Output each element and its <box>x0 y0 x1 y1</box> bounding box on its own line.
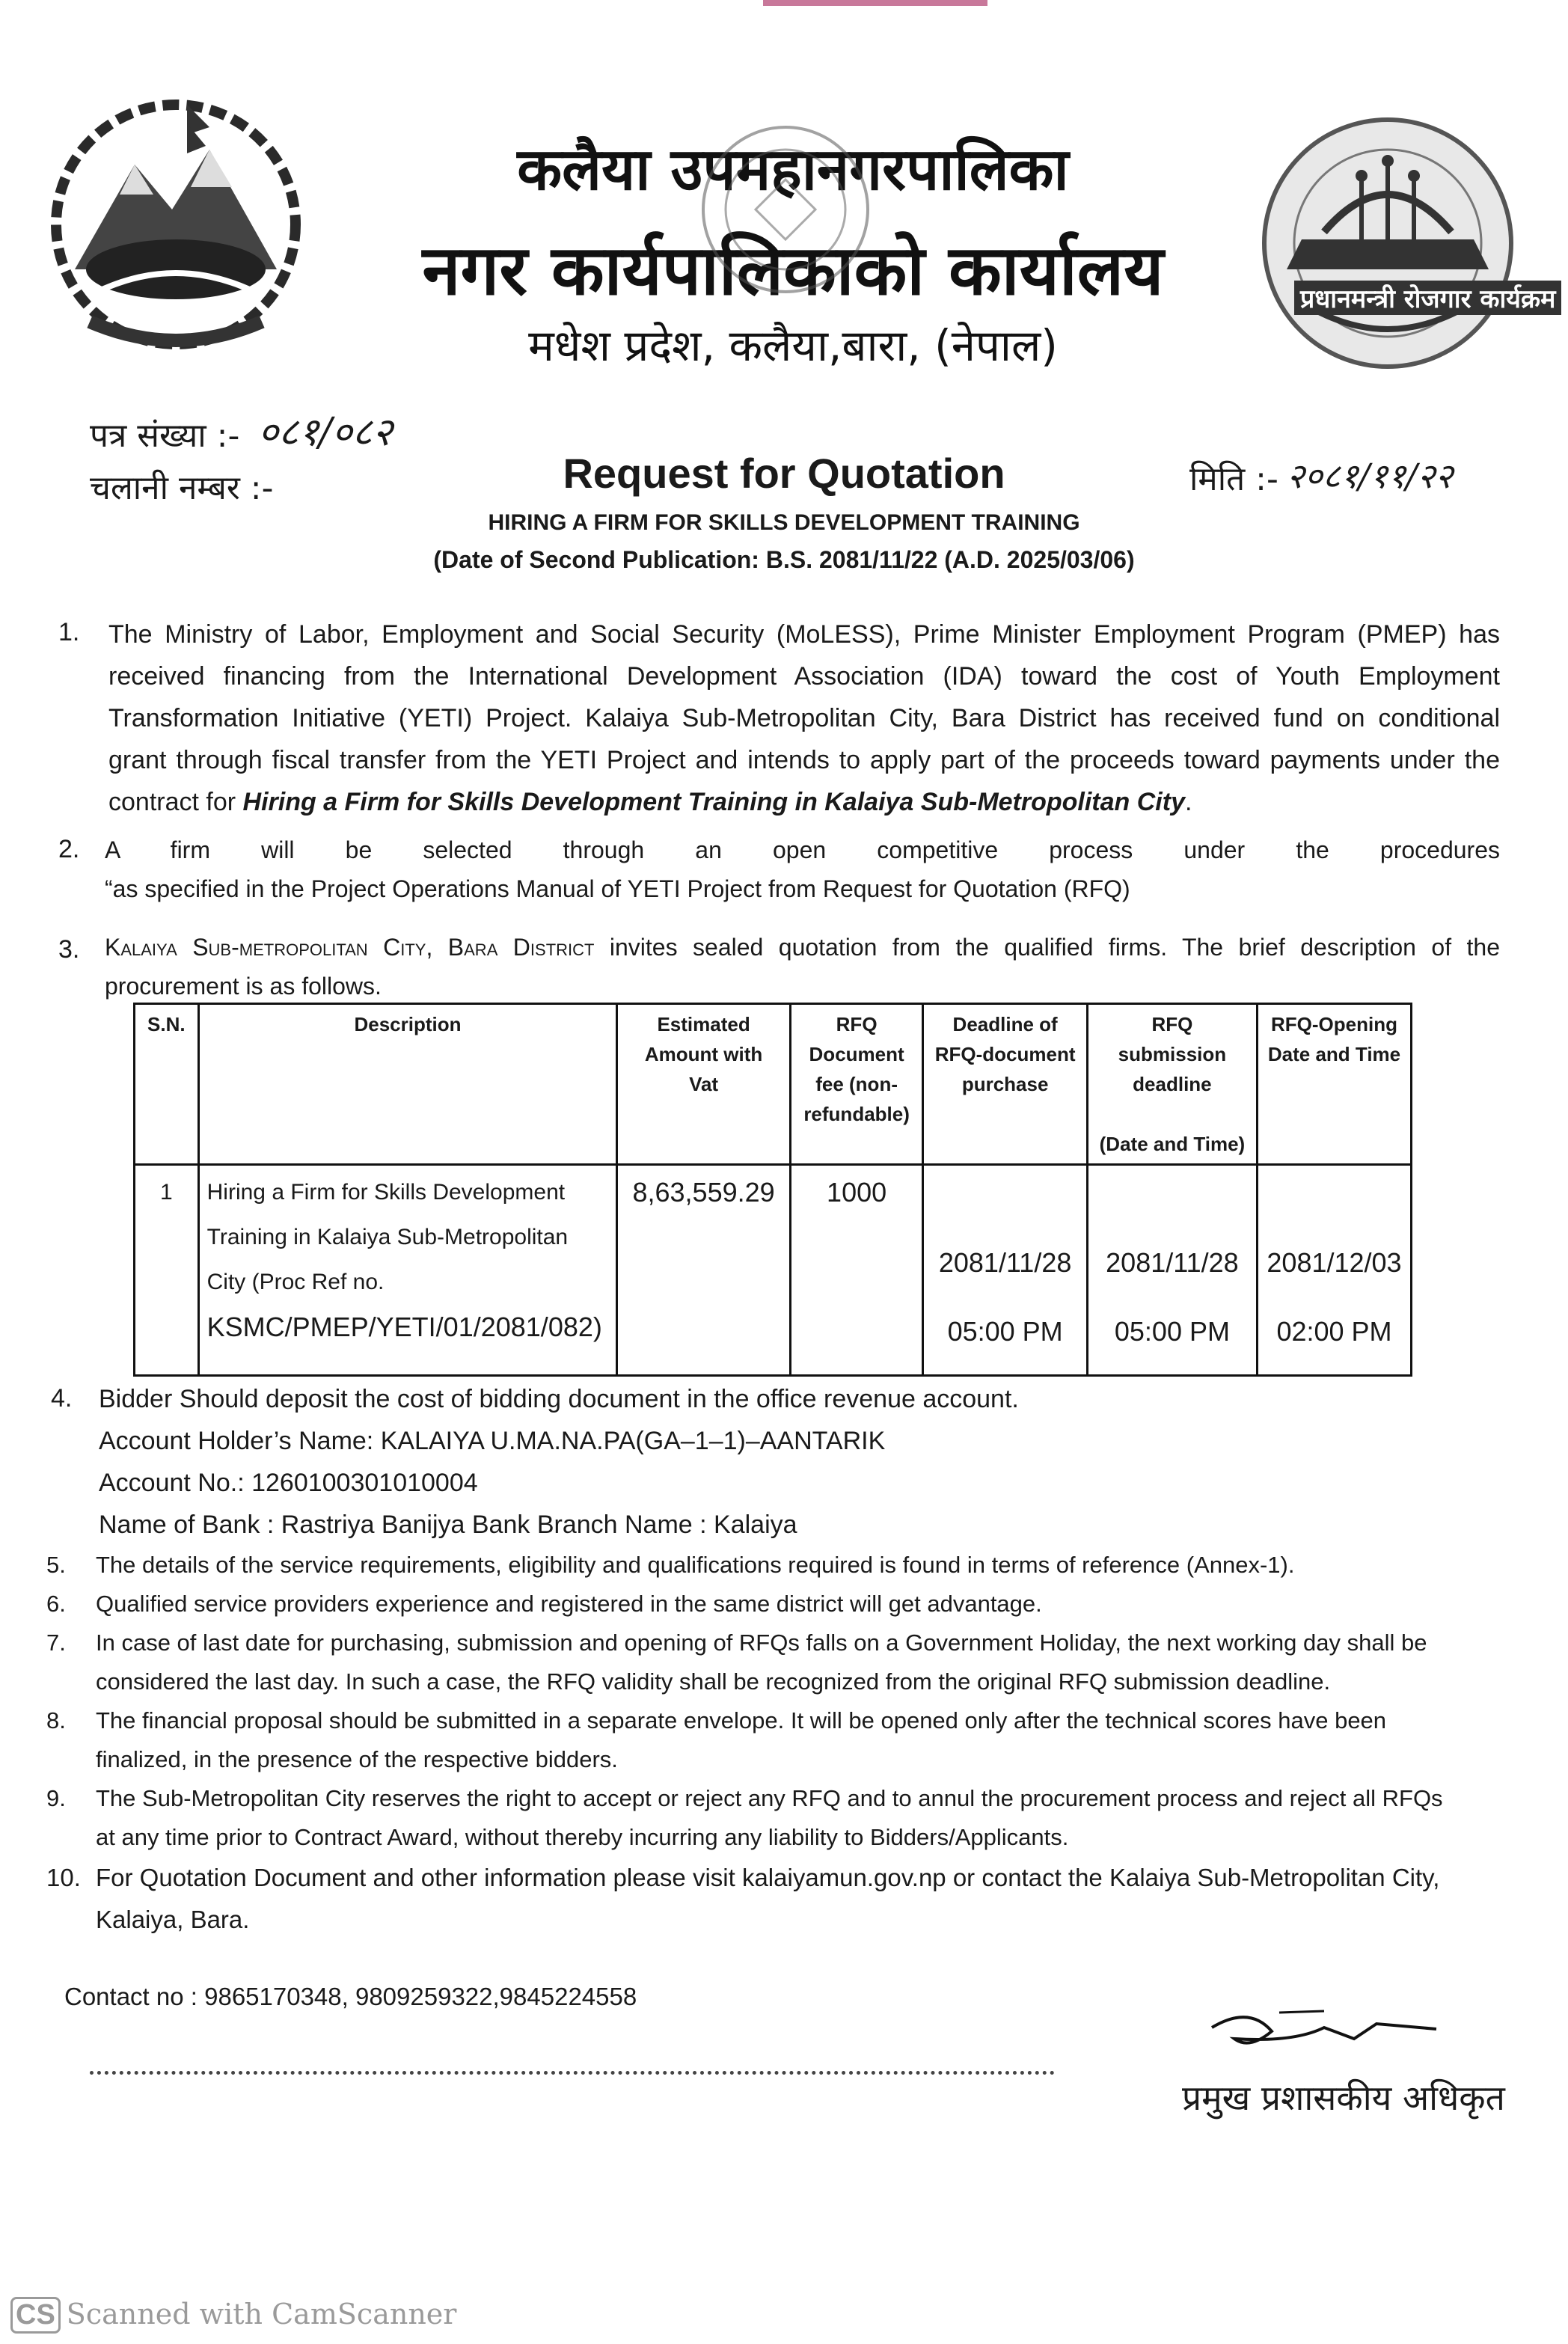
cell-submission: 2081/11/28 05:00 PM <box>1087 1165 1257 1376</box>
header-office-name: नगर कार्यपालिकाको कार्यालय <box>422 230 1164 310</box>
patra-sankhya-label: पत्र संख्या :- <box>90 417 240 455</box>
list-item: 9. The Sub-Metropolitan City reserves the right to accept or reject any RFQ and to annul the procurement process and reject all RFQs at any time prior to Contract Award, without thereby incurring any liability to Bidders/Applicants. <box>46 1785 1443 1850</box>
cell-fee: 1000 <box>790 1165 923 1376</box>
item-number: 3. <box>58 935 80 964</box>
col-header-submission: RFQ submission deadline (Date and Time) <box>1087 1004 1257 1165</box>
camscanner-watermark <box>10 2297 456 2334</box>
table-header-row <box>135 1004 1412 1165</box>
list-item: 7. In case of last date for purchasing, submission and opening of RFQs falls on a Government Holiday, the next working day shall be considered the last day. In such a case, the RFQ validity shall be recognized from the original RFQ submission deadline. <box>46 1630 1427 1695</box>
item-3-line: procurement is as follows. <box>105 973 382 1000</box>
item-2-line: A firm will be selected through an open competitive process under the procedures <box>105 836 1500 863</box>
cell-amount: 8,63,559.29 <box>617 1165 790 1376</box>
camscanner-text: Scanned with CamScanner <box>66 2298 457 2331</box>
bank-name: Name of Bank : Rastriya Banijya Bank Branch Name : Kalaiya <box>99 1511 797 1539</box>
item-3-line <box>105 928 1500 967</box>
header-municipality-name: कलैया उपमहानगरपालिका <box>517 136 1069 204</box>
date-label: मिति :- <box>1189 460 1278 498</box>
col-header-amount: Estimated Amount with Vat <box>617 1004 790 1165</box>
item-1-last-line <box>108 781 1500 823</box>
item-1-text: contract for <box>108 788 243 816</box>
col-header-sn: S.N. <box>135 1004 199 1165</box>
patra-sankhya-value: ०८१/०८२ <box>258 410 393 455</box>
list-item: 10. For Quotation Document and other information please visit kalaiyamun.gov.np or contact the Kalaiya Sub-Metropolitan City, Kalaiya, Bara. <box>46 1864 1440 1933</box>
item-4-block <box>99 1378 1019 1546</box>
pmep-logo <box>1242 112 1534 374</box>
signature <box>1204 1998 1444 2065</box>
header-address: मधेश प्रदेश, कलैया,बारा, (नेपाल) <box>528 320 1058 371</box>
issuer-name: Kalaiya Sub-metropolitan City, Bara District <box>105 934 595 961</box>
item-number: 4. <box>51 1384 73 1413</box>
col-header-description: Description <box>198 1004 617 1165</box>
item-1-period: . <box>1184 788 1192 816</box>
document-subtitle: HIRING A FIRM FOR SKILLS DEVELOPMENT TRAINING <box>488 510 1080 535</box>
item-number: 1. <box>58 618 80 646</box>
contact-numbers: Contact no : 9865170348, 9809259322,9845224558 <box>64 1983 637 2010</box>
item-1-line: received financing from the International Development Association (IDA) toward the cost of Youth Employment <box>108 662 1500 691</box>
items-list <box>46 1546 1498 1941</box>
office-seal-stamp <box>688 97 883 322</box>
item-2-line: “as specified in the Project Operations Manual of YETI Project from Request for Quotation (RFQ) <box>105 875 1130 902</box>
cell-opening: 2081/12/03 02:00 PM <box>1258 1165 1412 1376</box>
cell-sn: 1 <box>135 1165 199 1376</box>
item-2-paragraph <box>105 830 1500 908</box>
item-1-line: The Ministry of Labor, Employment and Social Security (MoLESS), Prime Minister Employment Program (PMEP) has <box>108 620 1500 649</box>
nepal-government-emblem <box>22 82 329 352</box>
date-value: २०८१/११/२२ <box>1287 456 1454 496</box>
dotted-divider <box>90 2071 1055 2075</box>
cell-description: Hiring a Firm for Skills Development Training in Kalaiya Sub-Metropolitan City (Proc Ref no. KSMC/PMEP/YETI/01/2081/082) <box>198 1165 617 1376</box>
item-1-line: Transformation Initiative (YETI) Project. Kalaiya Sub-Metropolitan City, Bara District has received fund on conditional <box>108 704 1500 732</box>
col-header-deadline: Deadline of RFQ-document purchase <box>923 1004 1087 1165</box>
signatory-title: प्रमुख प्रशासकीय अधिकृत <box>1182 2078 1505 2118</box>
account-holder: Account Holder’s Name: KALAIYA U.MA.NA.PA(GA–1–1)–AANTARIK <box>99 1427 886 1455</box>
pmep-logo-text: प्रधानमन्त्री रोजगार कार्यक्रम <box>1294 281 1561 315</box>
list-item: 8. The financial proposal should be submitted in a separate envelope. It will be opened only after the technical scores have been finalized, in the presence of the respective bidders. <box>46 1707 1387 1772</box>
list-item: 5. The details of the service requirements, eligibility and qualifications required is found in terms of reference (Annex-1). <box>46 1552 1295 1578</box>
publication-date: (Date of Second Publication: B.S. 2081/11/22 (A.D. 2025/03/06) <box>433 546 1135 573</box>
chalani-number-label: चलानी नम्बर :- <box>90 469 274 507</box>
contract-name: Hiring a Firm for Skills Development Training in Kalaiya Sub-Metropolitan City <box>242 788 1185 816</box>
document-title: Request for Quotation <box>563 450 1005 497</box>
item-4-line: Bidder Should deposit the cost of bidding document in the office revenue account. <box>99 1385 1019 1413</box>
item-3-text: invites sealed quotation from the qualified firms. The brief description of the <box>594 934 1501 961</box>
item-1-line: grant through fiscal transfer from the YETI Project and intends to apply part of the proceeds toward payments under the <box>108 746 1500 774</box>
scan-edge-strip <box>763 0 987 6</box>
col-header-fee: RFQ Document fee (non- refundable) <box>790 1004 923 1165</box>
camscanner-logo: CS <box>10 2297 61 2334</box>
table-row <box>135 1165 1412 1376</box>
col-header-opening: RFQ-Opening Date and Time <box>1258 1004 1412 1165</box>
account-number: Account No.: 1260100301010004 <box>99 1469 478 1497</box>
cell-deadline: 2081/11/28 05:00 PM <box>923 1165 1087 1376</box>
item-number: 2. <box>58 835 80 863</box>
proc-ref: KSMC/PMEP/YETI/01/2081/082) <box>206 1312 602 1342</box>
rfq-table <box>133 1003 1412 1377</box>
item-1-paragraph <box>108 613 1500 823</box>
item-3-paragraph <box>105 928 1500 1006</box>
list-item: 6. Qualified service providers experience and registered in the same district will get advantage. <box>46 1591 1042 1617</box>
